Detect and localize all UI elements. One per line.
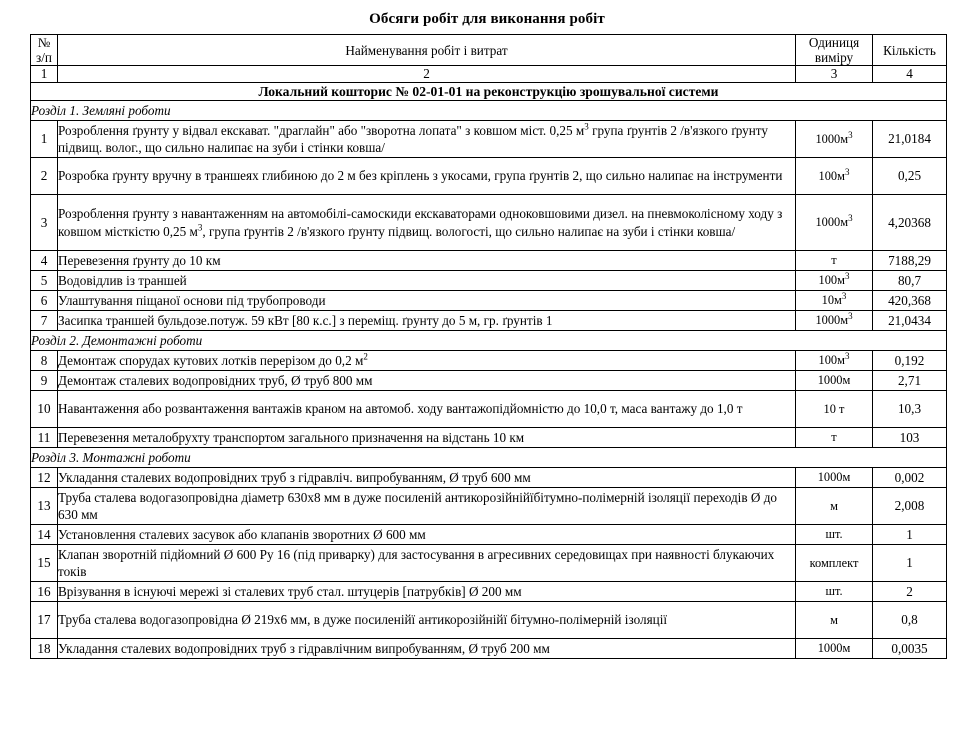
row-unit: 1000м [796,468,873,488]
header-cell-quantity: Кількість [873,35,947,66]
row-quantity: 2,71 [873,371,947,391]
row-number: 6 [31,291,58,311]
table-row [31,602,947,639]
row-unit: 1000м [796,639,873,659]
row-quantity: 21,0184 [873,121,947,158]
page-title: Обсяги робіт для виконання робіт [369,11,605,27]
row-number: 4 [31,251,58,271]
table-row [31,582,947,602]
row-quantity: 0,192 [873,351,947,371]
row-description: Демонтаж спорудах кутових лотків перерізом до 0,2 $м^2$ [58,351,796,371]
column-number-3: 3 [796,66,873,83]
row-description: Труба сталева водогазопровідна діаметр 630х8 мм в дуже посиленій антикорозійнійїбітумно-полімерній ізоляції переходів Ø до 630 мм [58,488,796,525]
row-description: Клапан зворотній підйомний Ø 600 Ру 16 (під приварку) для застосування в агресивних середовищах при наявності блукаючих токів [58,545,796,582]
row-description: Перевезення ґрунту до 10 км [58,251,796,271]
table-row [31,428,947,448]
row-quantity: 0,8 [873,602,947,639]
header-number-line2: з/п [36,50,52,65]
row-description: Труба сталева водогазопровідна Ø 219х6 мм, в дуже посиленійї антикорозійнійї бітумно-полімерній ізоляції [58,602,796,639]
table-header-row [31,35,947,66]
row-quantity: 420,368 [873,291,947,311]
row-number: 17 [31,602,58,639]
column-number-2: 2 [58,66,796,83]
row-quantity: 1 [873,545,947,582]
header-number-line1: № [37,35,51,50]
row-description: Установлення сталевих засувок або клапанів зворотних Ø 600 мм [58,525,796,545]
table-row [31,158,947,195]
row-description: Розробка ґрунту вручну в траншеях глибиною до 2 м без кріплень з укосами, група ґрунтів 2, що сильно налипає на інструменти [58,158,796,195]
row-description: Навантаження або розвантаження вантажів краном на автомоб. ходу вантажопідйомністю до 10,0 т, маса вантажу до 1,0 т [58,391,796,428]
section-header-row [31,101,947,121]
table-row [31,468,947,488]
row-description: Укладання сталевих водопровідних труб з гідравліч. випробуванням, Ø труб 600 мм [58,468,796,488]
row-quantity: 1 [873,525,947,545]
table-row [31,391,947,428]
row-unit: 1000м [796,371,873,391]
row-quantity: 103 [873,428,947,448]
row-description: Розроблення ґрунту у відвал екскават. "драглайн" або "зворотна лопата" з ковшом міст. 0,25 $м^3$ група ґрунтів 2 /в'язкого ґрунту підвищ. волог., що сильно налипає на зуби і стінки ковша/ [58,121,796,158]
row-unit: т [796,251,873,271]
row-quantity: 0,25 [873,158,947,195]
column-number-1: 1 [31,66,58,83]
section-label: Розділ 3. Монтажні роботи [31,448,947,468]
header-cell-number [31,35,58,66]
section-label: Розділ 1. Земляні роботи [31,101,947,121]
table-row [31,351,947,371]
row-number: 8 [31,351,58,371]
row-unit: $1000м^3$ [796,195,873,251]
row-number: 15 [31,545,58,582]
table-row [31,371,947,391]
row-description: Демонтаж сталевих водопровідних труб, Ø труб 800 мм [58,371,796,391]
row-quantity: 2,008 [873,488,947,525]
row-number: 11 [31,428,58,448]
table-row [31,311,947,331]
row-unit: м [796,488,873,525]
row-number: 10 [31,391,58,428]
header-cell-description: Найменування робіт і витрат [58,35,796,66]
row-number: 5 [31,271,58,291]
row-number: 7 [31,311,58,331]
table-row [31,545,947,582]
estimate-title: Локальний кошторис № 02-01-01 на реконструкцію зрошувальної системи [31,83,947,101]
row-unit: 10 т [796,391,873,428]
row-description: Розроблення ґрунту з навантаженням на автомобілі-самоскиди екскаваторами одноковшовими дизел. на пневмоколісному ходу з ковшом місткістю 0,25 $м^3$, група ґрунтів 2 /в'язкого ґрунту підвищ. вологості, що сильно налипає на зуби і стінки ковша/ [58,195,796,251]
row-unit: м [796,602,873,639]
row-quantity: 4,20368 [873,195,947,251]
row-quantity: 80,7 [873,271,947,291]
row-description: Перевезення металобрухту транспортом загального призначення на відстань 10 км [58,428,796,448]
column-number-row [31,66,947,83]
row-unit: $100м^3$ [796,271,873,291]
row-description: Врізування в існуючі мережі зі сталевих труб стал. штуцерів [патрубків] Ø 200 мм [58,582,796,602]
row-unit: $10м^3$ [796,291,873,311]
estimate-title-row [31,83,947,101]
table-row [31,291,947,311]
table-row [31,488,947,525]
row-description: Укладання сталевих водопровідних труб з гідравлічним випробуванням, Ø труб 200 мм [58,639,796,659]
section-header-row [31,448,947,468]
column-number-4: 4 [873,66,947,83]
row-number: 1 [31,121,58,158]
row-number: 18 [31,639,58,659]
row-number: 9 [31,371,58,391]
row-unit: $100м^3$ [796,351,873,371]
row-description: Водовідлив із траншей [58,271,796,291]
header-unit-line2: виміру [814,50,854,65]
row-unit: шт. [796,582,873,602]
row-unit: $1000м^3$ [796,121,873,158]
row-quantity: 10,3 [873,391,947,428]
table-row [31,251,947,271]
header-unit-line1: Одиниця [808,35,860,50]
section-label: Розділ 2. Демонтажні роботи [31,331,947,351]
row-description: Улаштування піщаної основи під трубопроводи [58,291,796,311]
row-quantity: 21,0434 [873,311,947,331]
row-quantity: 0,002 [873,468,947,488]
table-row [31,195,947,251]
row-unit: комплект [796,545,873,582]
header-cell-unit [796,35,873,66]
row-number: 2 [31,158,58,195]
table-row [31,121,947,158]
row-number: 3 [31,195,58,251]
row-number: 13 [31,488,58,525]
row-unit: $100м^3$ [796,158,873,195]
row-number: 16 [31,582,58,602]
section-header-row [31,331,947,351]
table-body [31,35,947,659]
row-quantity: 0,0035 [873,639,947,659]
works-volume-table [30,34,947,659]
row-number: 14 [31,525,58,545]
table-row [31,271,947,291]
row-quantity: 2 [873,582,947,602]
row-quantity: 7188,29 [873,251,947,271]
row-number: 12 [31,468,58,488]
row-unit: шт. [796,525,873,545]
table-row [31,525,947,545]
row-unit: т [796,428,873,448]
row-description: Засипка траншей бульдозе.потуж. 59 кВт [80 к.с.] з переміщ. ґрунту до 5 м, гр. ґрунтів 1 [58,311,796,331]
table-row [31,639,947,659]
row-unit: $1000м^3$ [796,311,873,331]
